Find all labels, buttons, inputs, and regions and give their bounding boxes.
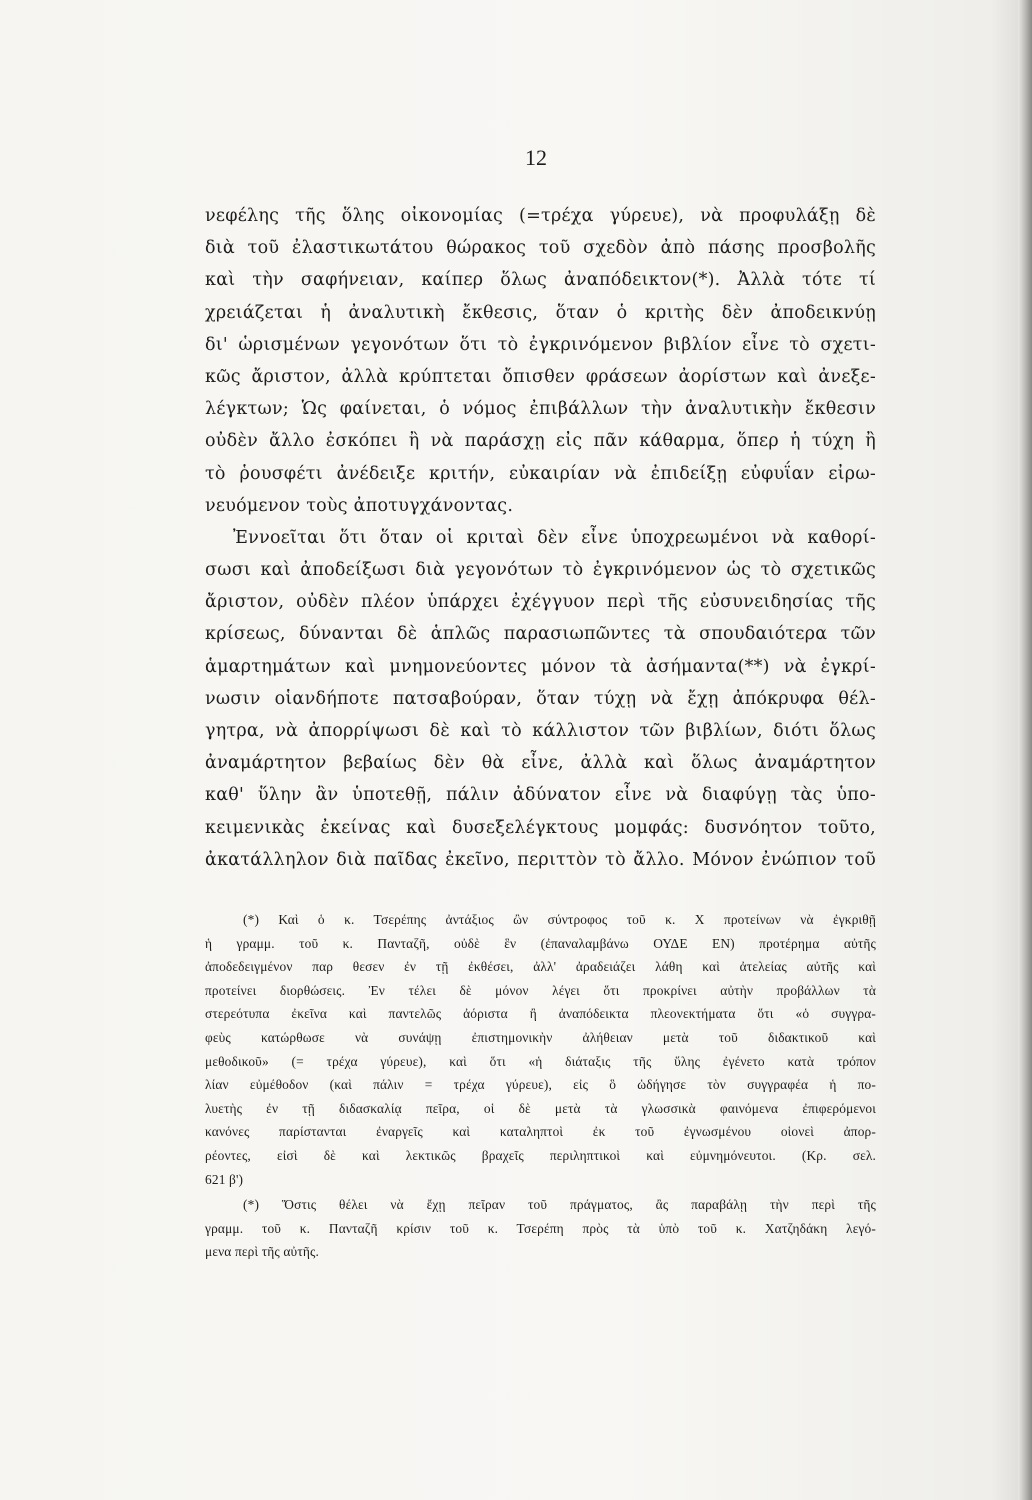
footnote-line: γραμμ. τοῦ κ. Πανταζῆ κρίσιν τοῦ κ. Τσερέπη πρὸς τὰ ὑπὸ τοῦ κ. Χατζηδάκη λεγό- [205, 1220, 876, 1236]
footnote-line: κανόνες παρίστανται ἐναργεῖς καὶ καταληπτοὶ ἐκ τοῦ ἐγνωσμένου οἱονεὶ ἀπορ- [205, 1124, 876, 1140]
text-line: κειμενικὰς ἐκείνας καὶ δυσεξελέγκτους μομφάς: δυσνόητον τοῦτο, [205, 817, 876, 838]
footnote-line: λυετὴς ἐν τῇ διδασκαλίᾳ πεῖρα, οἱ δὲ μετὰ τὰ γλωσσικὰ φαινόμενα ἐπιφερόμενοι [205, 1100, 876, 1116]
footnote-line: προτείνει διορθώσεις. Ἐν τέλει δὲ μόνον λέγει ὅτι προκρίνει αὐτὴν προβάλλων τὰ [205, 982, 876, 998]
footnote-line: (*) Ὅστις θέλει νὰ ἔχῃ πεῖραν τοῦ πράγματος, ἂς παραβάλῃ τὴν περὶ τῆς [243, 1197, 876, 1213]
footnote-line: ἡ γραμμ. τοῦ κ. Πανταζῆ, οὐδὲ ἓν (ἐπαναλαμβάνω ΟΥΔΕ ΕΝ) προτέρημα αὐτῆς [205, 935, 876, 951]
text-line: κῶς ἄριστον, ἀλλὰ κρύπτεται ὄπισθεν φράσεων ἀορίστων καὶ ἀνεξε- [205, 366, 876, 387]
page-number: 12 [525, 145, 547, 170]
footnote-line: μεθοδικοῦ» (= τρέχα γύρευε), καὶ ὅτι «ἡ διάταξις τῆς ὕλης ἐγένετο κατὰ τρόπον [205, 1053, 876, 1069]
text-line: λέγκτων; Ὡς φαίνεται, ὁ νόμος ἐπιβάλλων τὴν ἀναλυτικὴν ἔκθεσιν [205, 399, 876, 420]
footnotes-block [205, 908, 876, 1264]
text-line: ἀκατάλληλον διὰ παῖδας ἐκεῖνο, περιττὸν τὸ ἄλλο. Μόνον ἐνώπιον τοῦ [205, 849, 876, 870]
footnote-line: λίαν εὐμέθοδον (καὶ πάλιν = τρέχα γύρευε), εἰς ὃ ὡδήγησε τὸν συγγραφέα ἡ πο- [205, 1077, 876, 1093]
text-line: σωσι καὶ ἀποδείξωσι διὰ γεγονότων τὸ ἐγκρινόμενον ὡς τὸ σχετικῶς [205, 560, 876, 581]
text-line: δι' ὡρισμένων γεγονότων ὅτι τὸ ἐγκρινόμενον βιβλίον εἶνε τὸ σχετι- [205, 334, 876, 355]
text-line: ἄριστον, οὐδὲν πλέον ὑπάρχει ἐχέγγυον περὶ τῆς εὐσυνειδησίας τῆς [205, 592, 876, 613]
text-line: ἁμαρτημάτων καὶ μνημονεύοντες μόνον τὰ ἀσήμαντα(**) νὰ ἐγκρί- [205, 656, 876, 677]
text-line: οὐδὲν ἄλλο ἐσκόπει ἢ νὰ παράσχῃ εἰς πᾶν κάθαρμα, ὅπερ ἡ τύχη ἢ [205, 431, 876, 452]
footnote-line: ἀποδεδειγμένον παρ θεσεν ἐν τῇ ἐκθέσει, ἀλλ' ἀραδειάζει λάθη καὶ ἀτελείας αὐτῆς καὶ [205, 959, 876, 975]
text-line: γητρα, νὰ ἀπορρίψωσι δὲ καὶ τὸ κάλλιστον τῶν βιβλίων, διότι ὅλως [205, 721, 876, 741]
text-line: ἀναμάρτητον βεβαίως δὲν θὰ εἶνε, ἀλλὰ καὶ ὅλως ἀναμάρτητον [205, 753, 876, 774]
text-line: Ἐννοεῖται ὅτι ὅταν οἱ κριταὶ δὲν εἶνε ὑποχρεωμένοι νὰ καθορί- [233, 527, 876, 548]
footnote-line: ρέοντες, εἰσὶ δὲ καὶ λεκτικῶς βραχεῖς περιληπτικοὶ καὶ εὐμνημόνευτοι. (Κρ. σελ. [205, 1147, 876, 1163]
text-line: νευόμενον τοὺς ἀποτυγχάνοντας. [205, 495, 514, 516]
footnote-line: (*) Καὶ ὁ κ. Τσερέπης ἀντάξιος ὢν σύντροφος τοῦ κ. Χ προτείνων νὰ ἐγκριθῇ [243, 912, 876, 927]
text-line: τὸ ῥουσφέτι ἀνέδειξε κριτήν, εὐκαιρίαν νὰ ἐπιδείξῃ εὐφυΐαν εἰρω- [205, 463, 876, 484]
footnote-line: 621 β') [205, 1171, 244, 1187]
footnote-line: μενα περὶ τῆς αὐτῆς. [205, 1244, 319, 1260]
main-text-block [205, 200, 876, 876]
footnote-line: φεὺς κατώρθωσε νὰ συνάψῃ ἐπιστημονικὴν ἀλήθειαν μετὰ τοῦ διδακτικοῦ καὶ [205, 1029, 876, 1045]
text-line: νεφέλης τῆς ὅλης οἰκονομίας (=τρέχα γύρευε), νὰ προφυλάξῃ δὲ [205, 206, 876, 226]
text-line: καὶ τὴν σαφήνειαν, καίπερ ὅλως ἀναπόδεικτον(*). Ἀλλὰ τότε τί [205, 270, 876, 291]
text-line: χρειάζεται ἡ ἀναλυτικὴ ἔκθεσις, ὅταν ὁ κριτὴς δὲν ἀποδεικνύῃ [205, 302, 876, 323]
page-edge-shadow [1018, 0, 1032, 1500]
text-line: καθ' ὕλην ἂν ὑποτεθῇ, πάλιν ἀδύνατον εἶνε νὰ διαφύγῃ τὰς ὑπο- [205, 785, 876, 806]
footnote-line: στερεότυπα ἐκεῖνα καὶ παντελῶς ἀόριστα ἢ ἀναπόδεικτα πλεονεκτήματα ὅτι «ὁ συγγρα- [205, 1006, 876, 1022]
text-line: νωσιν οἱανδήποτε πατσαβούραν, ὅταν τύχῃ νὰ ἔχῃ ἀπόκρυφα θέλ- [205, 688, 876, 709]
text-line: διὰ τοῦ ἐλαστικωτάτου θώρακος τοῦ σχεδὸν ἀπὸ πάσης προσβολῆς [205, 238, 876, 259]
text-line: κρίσεως, δύνανται δὲ ἁπλῶς παρασιωπῶντες τὰ σπουδαιότερα τῶν [205, 624, 876, 645]
